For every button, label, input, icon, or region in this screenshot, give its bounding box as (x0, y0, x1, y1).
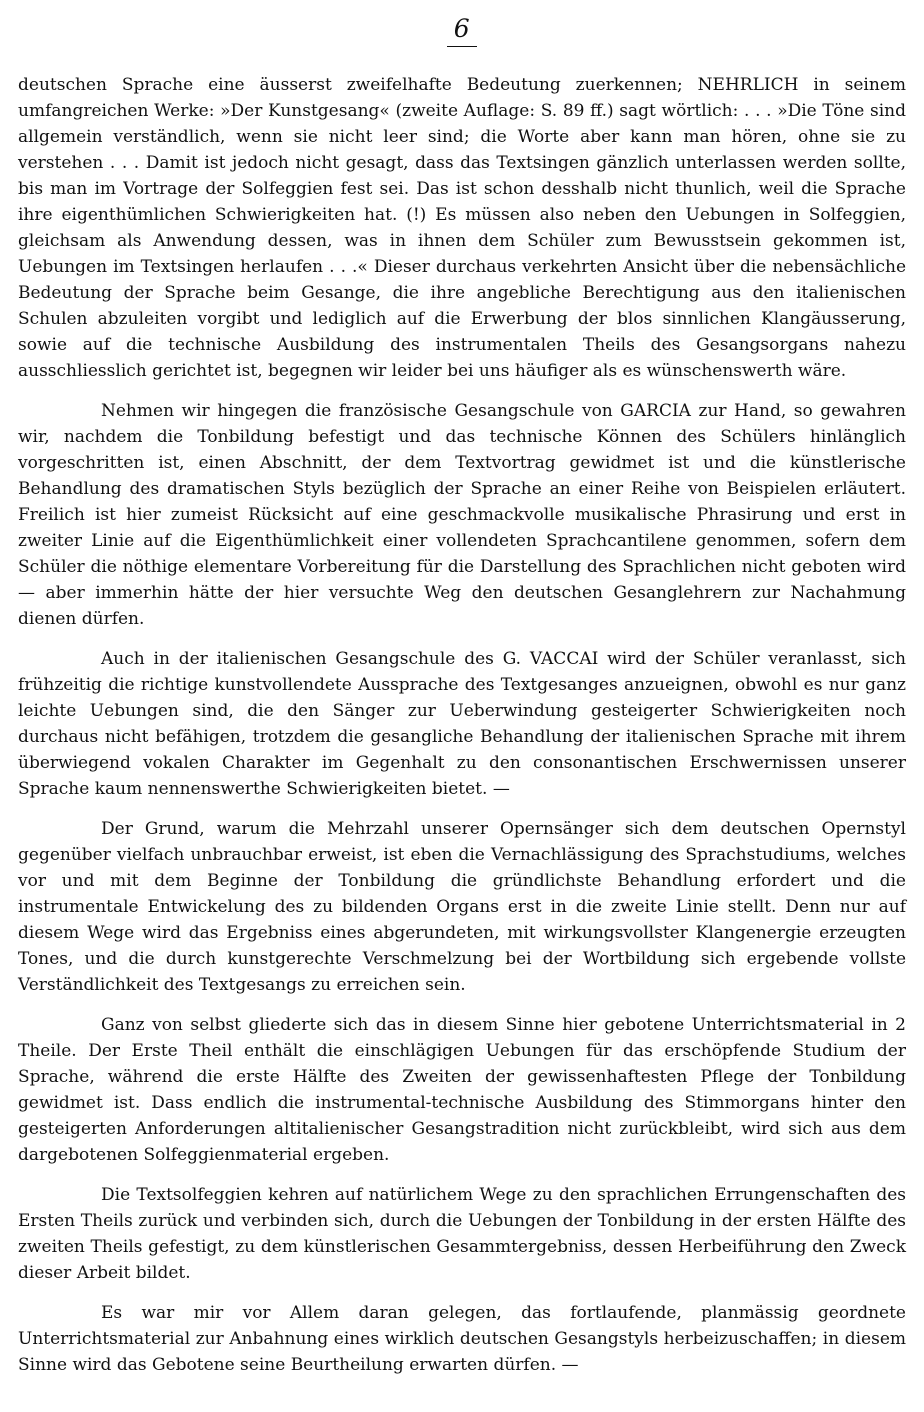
paragraph-6: Die Textsolfeggien kehren auf natürlichem Wege zu den sprachlichen Errungenschaften des Ersten Theils zurück und verbinden sich, durch die Uebungen der Tonbildung in der ersten Hälfte des zweiten Theils gefestigt, zu dem künstlerischen Gesammtergebniss, dessen Herbeiführung den Zweck dieser Arbeit bildet. (18, 1185, 906, 1283)
page-body (18, 72, 906, 1378)
paragraph-3: Auch in der italienischen Gesangschule des G. VACCAI wird der Schüler veranlasst, sich frühzeitig die richtige kunstvollendete Aussprache des Textgesanges anzueignen, obwohl es nur ganz leichte Uebungen sind, die den Sänger zur Ueberwindung gesteigerter Schwierigkeiten noch durchaus nicht befähigen, trotzdem die gesangliche Behandlung der italienischen Sprache mit ihrem überwiegend vokalen Charakter im Gegenhalt zu den consonantischen Erschwernissen unserer Sprache kaum nennenswerthe Schwierigkeiten bietet. — (18, 649, 906, 799)
paragraph-4: Der Grund, warum die Mehrzahl unserer Opernsänger sich dem deutschen Opernstyl gegenüber vielfach unbrauchbar erweist, ist eben die Vernachlässigung des Sprachstudiums, welches vor und mit dem Beginne der Tonbildung die gründlichste Behandlung erfordert und die instrumentale Entwickelung des zu bildenden Organs erst in die zweite Linie stellt. Denn nur auf diesem Wege wird das Ergebniss eines abgerundeten, mit wirkungsvollster Klangenergie erzeugten Tones, und die durch kunstgerechte Verschmelzung bei der Wortbildung sich ergebende vollste Verständlichkeit des Textgesangs zu erreichen sein. (18, 819, 906, 995)
page-number (18, 14, 906, 47)
paragraph-2: Nehmen wir hingegen die französische Gesangschule von GARCIA zur Hand, so gewahren wir, nachdem die Tonbildung befestigt und das technische Können des Schülers hinlänglich vorgeschritten ist, einen Abschnitt, der dem Textvortrag gewidmet ist und die künstlerische Behandlung des dramatischen Styls bezüglich der Sprache an einer Reihe von Beispielen erläutert. Freilich ist hier zumeist Rücksicht auf eine geschmackvolle musikalische Phrasirung und erst in zweiter Linie auf die Eigenthümlichkeit einer vollendeten Sprachcantilene genommen, sofern dem Schüler die nöthige elementare Vorbereitung für die Darstellung des Sprachlichen nicht geboten wird — aber immerhin hätte der hier versuchte Weg den deutschen Gesanglehrern zur Nachahmung dienen dürfen. (18, 401, 906, 629)
paragraph-5: Ganz von selbst gliederte sich das in diesem Sinne hier gebotene Unterrichtsmaterial in 2 Theile. Der Erste Theil enthält die einschlägigen Uebungen für das erschöpfende Studium der Sprache, während die erste Hälfte des Zweiten der gewissenhaftesten Pflege der Tonbildung gewidmet ist. Dass endlich die instrumental-technische Ausbildung des Stimmorgans hinter den gesteigerten Anforderungen altitalienischer Gesangstradition nicht zurückbleibt, wird sich aus dem dargebotenen Solfeggienmaterial ergeben. (18, 1015, 906, 1165)
book-page (18, 0, 906, 1412)
paragraph-1: deutschen Sprache eine äusserst zweifelhafte Bedeutung zuerkennen; NEHRLICH in seinem umfangreichen Werke: »Der Kunstgesang« (zweite Auflage: S. 89 ff.) sagt wörtlich: . . . »Die Töne sind allgemein verständlich, wenn sie nicht leer sind; die Worte aber kann man hören, ohne sie zu verstehen . . . Damit ist jedoch nicht gesagt, dass das Textsingen gänzlich unterlassen werden sollte, bis man im Vortrage der Solfeggien fest sei. Das ist schon desshalb nicht thunlich, weil die Sprache ihre eigenthümlichen Schwierigkeiten hat. (!) Es müssen also neben den Uebungen in Solfeggien, gleichsam als Anwendung dessen, was in ihnen dem Schüler zum Bewusstsein gekommen ist, Uebungen im Textsingen herlaufen . . .« Dieser durchaus verkehrten Ansicht über die nebensächliche Bedeutung der Sprache beim Gesange, die ihre angebliche Berechtigung aus den italienischen Schulen abzuleiten vorgibt und lediglich auf die Erwerbung der blos sinnlichen Klangäusserung, sowie auf die technische Ausbildung des instrumentalen Theils des Gesangsorgans nahezu ausschliesslich gerichtet ist, begegnen wir leider bei uns häufiger als es wünschenswerth wäre. (18, 75, 906, 381)
page-number-text: 6 (447, 14, 477, 47)
paragraph-7: Es war mir vor Allem daran gelegen, das fortlaufende, planmässig geordnete Unterrichtsmaterial zur Anbahnung eines wirklich deutschen Gesangstyls herbeizuschaffen; in diesem Sinne wird das Gebotene seine Beurtheilung erwarten dürfen. — (18, 1303, 906, 1375)
